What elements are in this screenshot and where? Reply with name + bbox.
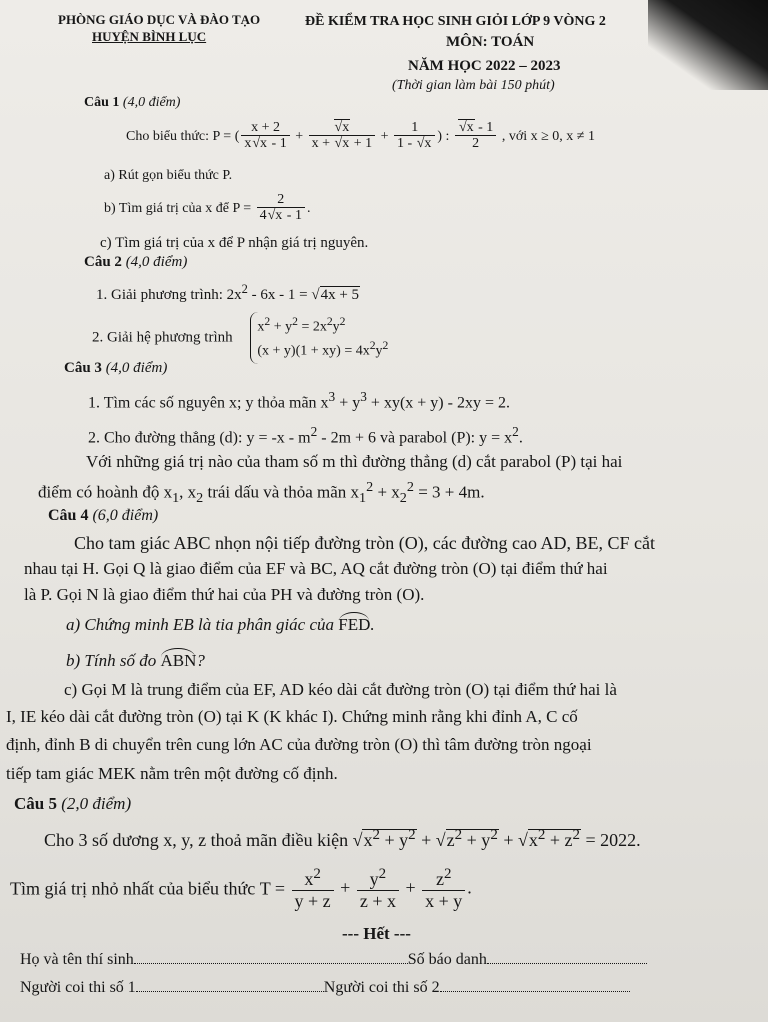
q2-part-2: 2. Giải hệ phương trình $x^2 + y^2 = 2x^2y^2$ $(x + y)(1 + xy) = 4x^2y^2$ [92, 312, 388, 364]
q2-label: Câu 2 [84, 254, 122, 270]
candidate-name-label: Họ và tên thí sinh [20, 951, 134, 968]
q1-part-b: b) Tìm giá trị của x để P = $\frac{2}{4√x - 1}$ . [104, 192, 311, 224]
q3-line-4-text: điểm có hoành độ [38, 482, 160, 502]
proctor-1-label: Người coi thi số 1 [20, 979, 136, 996]
q3-part-2-text: 2. Cho đường thẳng (d): [88, 429, 243, 447]
q3-heading [64, 360, 167, 377]
q1-label: Câu 1 [84, 95, 120, 110]
q4-part-c-1: c) Gọi M là trung điểm của EF, AD kéo dài cắt đường tròn (O) tại điểm thứ hai là [64, 680, 617, 699]
q5-heading [14, 794, 131, 814]
dark-corner [648, 0, 768, 90]
school-year: NĂM HỌC 2022 – 2023 [408, 58, 561, 74]
candidate-number-label: Số báo danh [407, 951, 487, 968]
q3-line-3: Với những giá trị nào của tham số m thì đường thẳng (d) cắt parabol (P) tại hai [86, 452, 623, 471]
q5-line-1-text: Cho 3 số dương x, y, z thoả mãn điều kiện [44, 830, 349, 850]
q1-condition: , với x ≥ 0, x ≠ 1 [501, 128, 595, 144]
q5-line-2: Tìm giá trị nhỏ nhất của biểu thức T = $\frac{x^2}{y + z}$ + $\frac{y^2}{z + x}$ + $\frac{z^2}{x + y}$ . [10, 866, 472, 911]
q4-points: (6,0 điểm) [92, 507, 159, 524]
q5-line-1: Cho 3 số dương x, y, z thoả mãn điều kiện $√x^2 + y^2 + √z^2 + y^2 + √x^2 + z^2 = 2022$. [44, 827, 641, 850]
q5-label: Câu 5 [14, 794, 57, 813]
q5-points: (2,0 điểm) [61, 794, 132, 813]
q4-line-1: Cho tam giác ABC nhọn nội tiếp đường tròn (O), các đường cao AD, BE, CF cắt [74, 533, 655, 553]
q2-part-1: 1. Giải phương trình: $2x^2 - 6x - 1 = √4x + 5$ [96, 282, 360, 303]
q4-line-2: nhau tại H. Gọi Q là giao điểm của EF và BC, AQ cắt đường tròn (O) tại điểm thứ hai [24, 559, 608, 578]
proctor-line [20, 979, 630, 997]
q3-part-1: 1. Tìm các số nguyên x; y thỏa mãn $x^3 + y^3 + xy(x + y) - 2xy = 2$. [88, 389, 510, 412]
exam-title: ĐỀ KIỂM TRA HỌC SINH GIỎI LỚP 9 VÒNG 2 [305, 14, 606, 29]
q3-label: Câu 3 [64, 360, 102, 376]
q4-label: Câu 4 [48, 507, 89, 524]
q3-line-4-mid: trái dấu và thỏa mãn [207, 482, 347, 502]
q1-heading [84, 95, 180, 111]
q4-part-a-text: a) Chứng minh EB là tia phân giác của [66, 615, 335, 634]
q3-part-1-text: 1. Tìm các số nguyên x; y thỏa mãn [88, 394, 317, 412]
q4-heading [48, 507, 158, 525]
dept-line1: PHÒNG GIÁO DỤC VÀ ĐÀO TẠO [58, 12, 261, 27]
q5-line-2-text: Tìm giá trị nhỏ nhất của biểu thức [10, 878, 256, 899]
q4-part-c-2: I, IE kéo dài cắt đường tròn (O) tại K (K khác I). Chứng minh rằng khi đỉnh A, C cố [6, 707, 578, 726]
q2-points: (4,0 điểm) [125, 254, 188, 270]
q4-part-a: a) Chứng minh EB là tia phân giác của FED. [66, 615, 375, 634]
q2-part-2-text: 2. Giải hệ phương trình [92, 329, 233, 346]
q4-part-c-3: định, đỉnh B di chuyển trên cung lớn AC của đường tròn (O) thì tâm đường tròn ngoại [6, 735, 592, 754]
q4-part-b: b) Tính số đo ABN? [66, 651, 205, 670]
q3-points: (4,0 điểm) [105, 360, 168, 376]
q4-part-c-4: tiếp tam giác MEK nằm trên một đường cố định. [6, 764, 338, 783]
q1-expression: Cho biểu thức: P = ( $\frac{x + 2}{x√x - 1}$ + $\frac{√x}{x + √x + 1}$ + $\frac{1}{1 - √x}$ ) : $\frac{√x - 1}{2}$ , với x ≥ 0, x ≠ 1 [126, 120, 595, 152]
q2-part-1-text: 1. Giải phương trình: [96, 287, 223, 303]
proctor-2-label: Người coi thi số 2 [323, 979, 440, 996]
q4-line-3: là P. Gọi N là giao điểm thứ hai của PH và đường tròn (O). [24, 585, 425, 604]
q2-heading [84, 254, 187, 271]
dept-line2: HUYỆN BÌNH LỤC [92, 29, 207, 44]
q4-arc-abn: ABN [160, 651, 197, 670]
candidate-name-line [20, 951, 647, 969]
q3-part-2-mid: và parabol (P): [380, 429, 476, 447]
q4-part-b-text: b) Tính số đo [66, 651, 157, 670]
end-marker: --- Hết --- [342, 924, 411, 943]
q3-part-2: 2. Cho đường thẳng (d): $y = -x - m^2 - 2m + 6$ và parabol (P): $y = x^2$. [88, 424, 523, 447]
q3-line-4: điểm có hoành độ $x_1$, $x_2$ trái dấu và thỏa mãn $x_1^2 + x_2^2 = 3 + 4m$. [38, 479, 485, 507]
q1-part-a: a) Rút gọn biểu thức P. [104, 168, 233, 183]
subject: MÔN: TOÁN [446, 34, 535, 50]
q1-points: (4,0 điểm) [122, 95, 181, 110]
q1-part-c: c) Tìm giá trị của x để P nhận giá trị nguyên. [100, 235, 369, 251]
time-note: (Thời gian làm bài 150 phút) [392, 78, 555, 93]
q1-part-b-text: b) Tìm giá trị của x để [104, 200, 229, 216]
q1-intro: Cho biểu thức: [126, 128, 210, 144]
q4-arc-fed: FED [338, 615, 371, 634]
